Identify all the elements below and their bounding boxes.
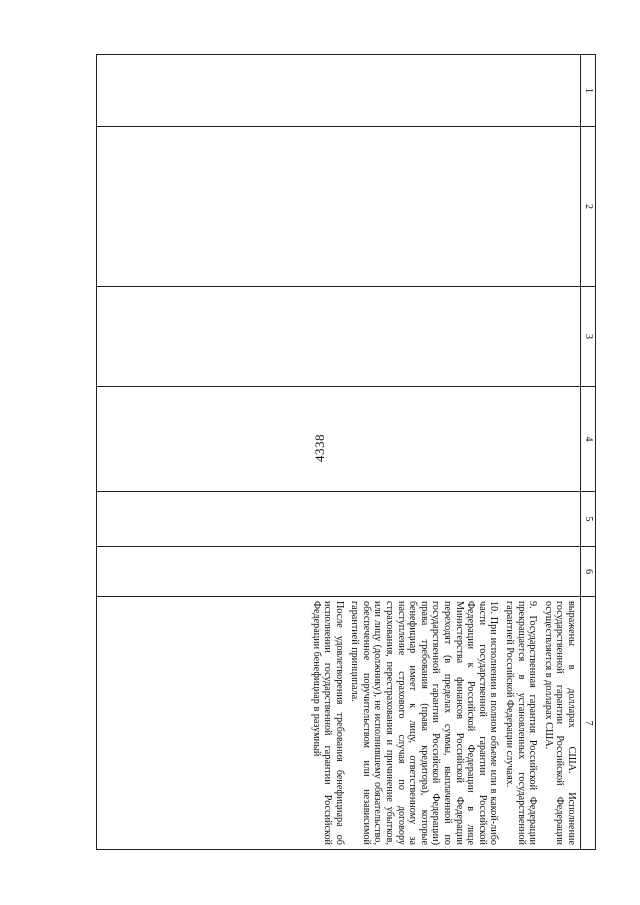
page-number: 4338 bbox=[312, 434, 327, 462]
text-paragraph: выражены в долларах США. Исполнение государственной гарантии Российской Федерации осуществляется в долларах США. bbox=[542, 601, 577, 845]
table-cell-1 bbox=[97, 55, 581, 127]
text-paragraph: 9. Государственная гарантия Российской Федерации прекращается в установленных государственной гарантией Российской Федерации случаях. bbox=[504, 601, 539, 845]
column-header: 3 bbox=[581, 287, 596, 387]
table-cell-5 bbox=[97, 492, 581, 547]
column-header: 2 bbox=[581, 127, 596, 287]
table-cell-4 bbox=[97, 387, 581, 492]
column-header: 1 bbox=[581, 55, 596, 127]
table-cell-6 bbox=[97, 547, 581, 597]
document-table bbox=[96, 54, 596, 850]
table-cell-7 bbox=[97, 597, 581, 850]
column-header: 4 bbox=[581, 387, 596, 492]
text-paragraph: После удовлетворения требования бенефициара об исполнении государственной гарантии Российской Федерации бенефициар в разумный bbox=[310, 601, 345, 845]
column-header: 5 bbox=[581, 492, 596, 547]
text-paragraph: 10. При исполнении в полном объеме или в какой-либо части государственной гарантии Российской Федерации к Российской Федерации в лице Министерства финансов Российской Федерации переходят (в пределах суммы, выплаченной по государственной гарантии Российской Федерации) права требования (права кредитора), которые бенефициар имеет к лицу, ответственному за наступление страхового случая по договору страхования, перестрахования и причинение убытков, или лицу (должнику), не исполнившему обязательство, обеспеченное поручительством или независимой гарантией принципала. bbox=[349, 601, 500, 845]
table-cell-2 bbox=[97, 127, 581, 287]
table-header-row bbox=[581, 55, 596, 850]
table-cell-3 bbox=[97, 287, 581, 387]
column-header: 6 bbox=[581, 547, 596, 597]
column-header: 7 bbox=[581, 597, 596, 850]
table-row bbox=[97, 55, 581, 850]
